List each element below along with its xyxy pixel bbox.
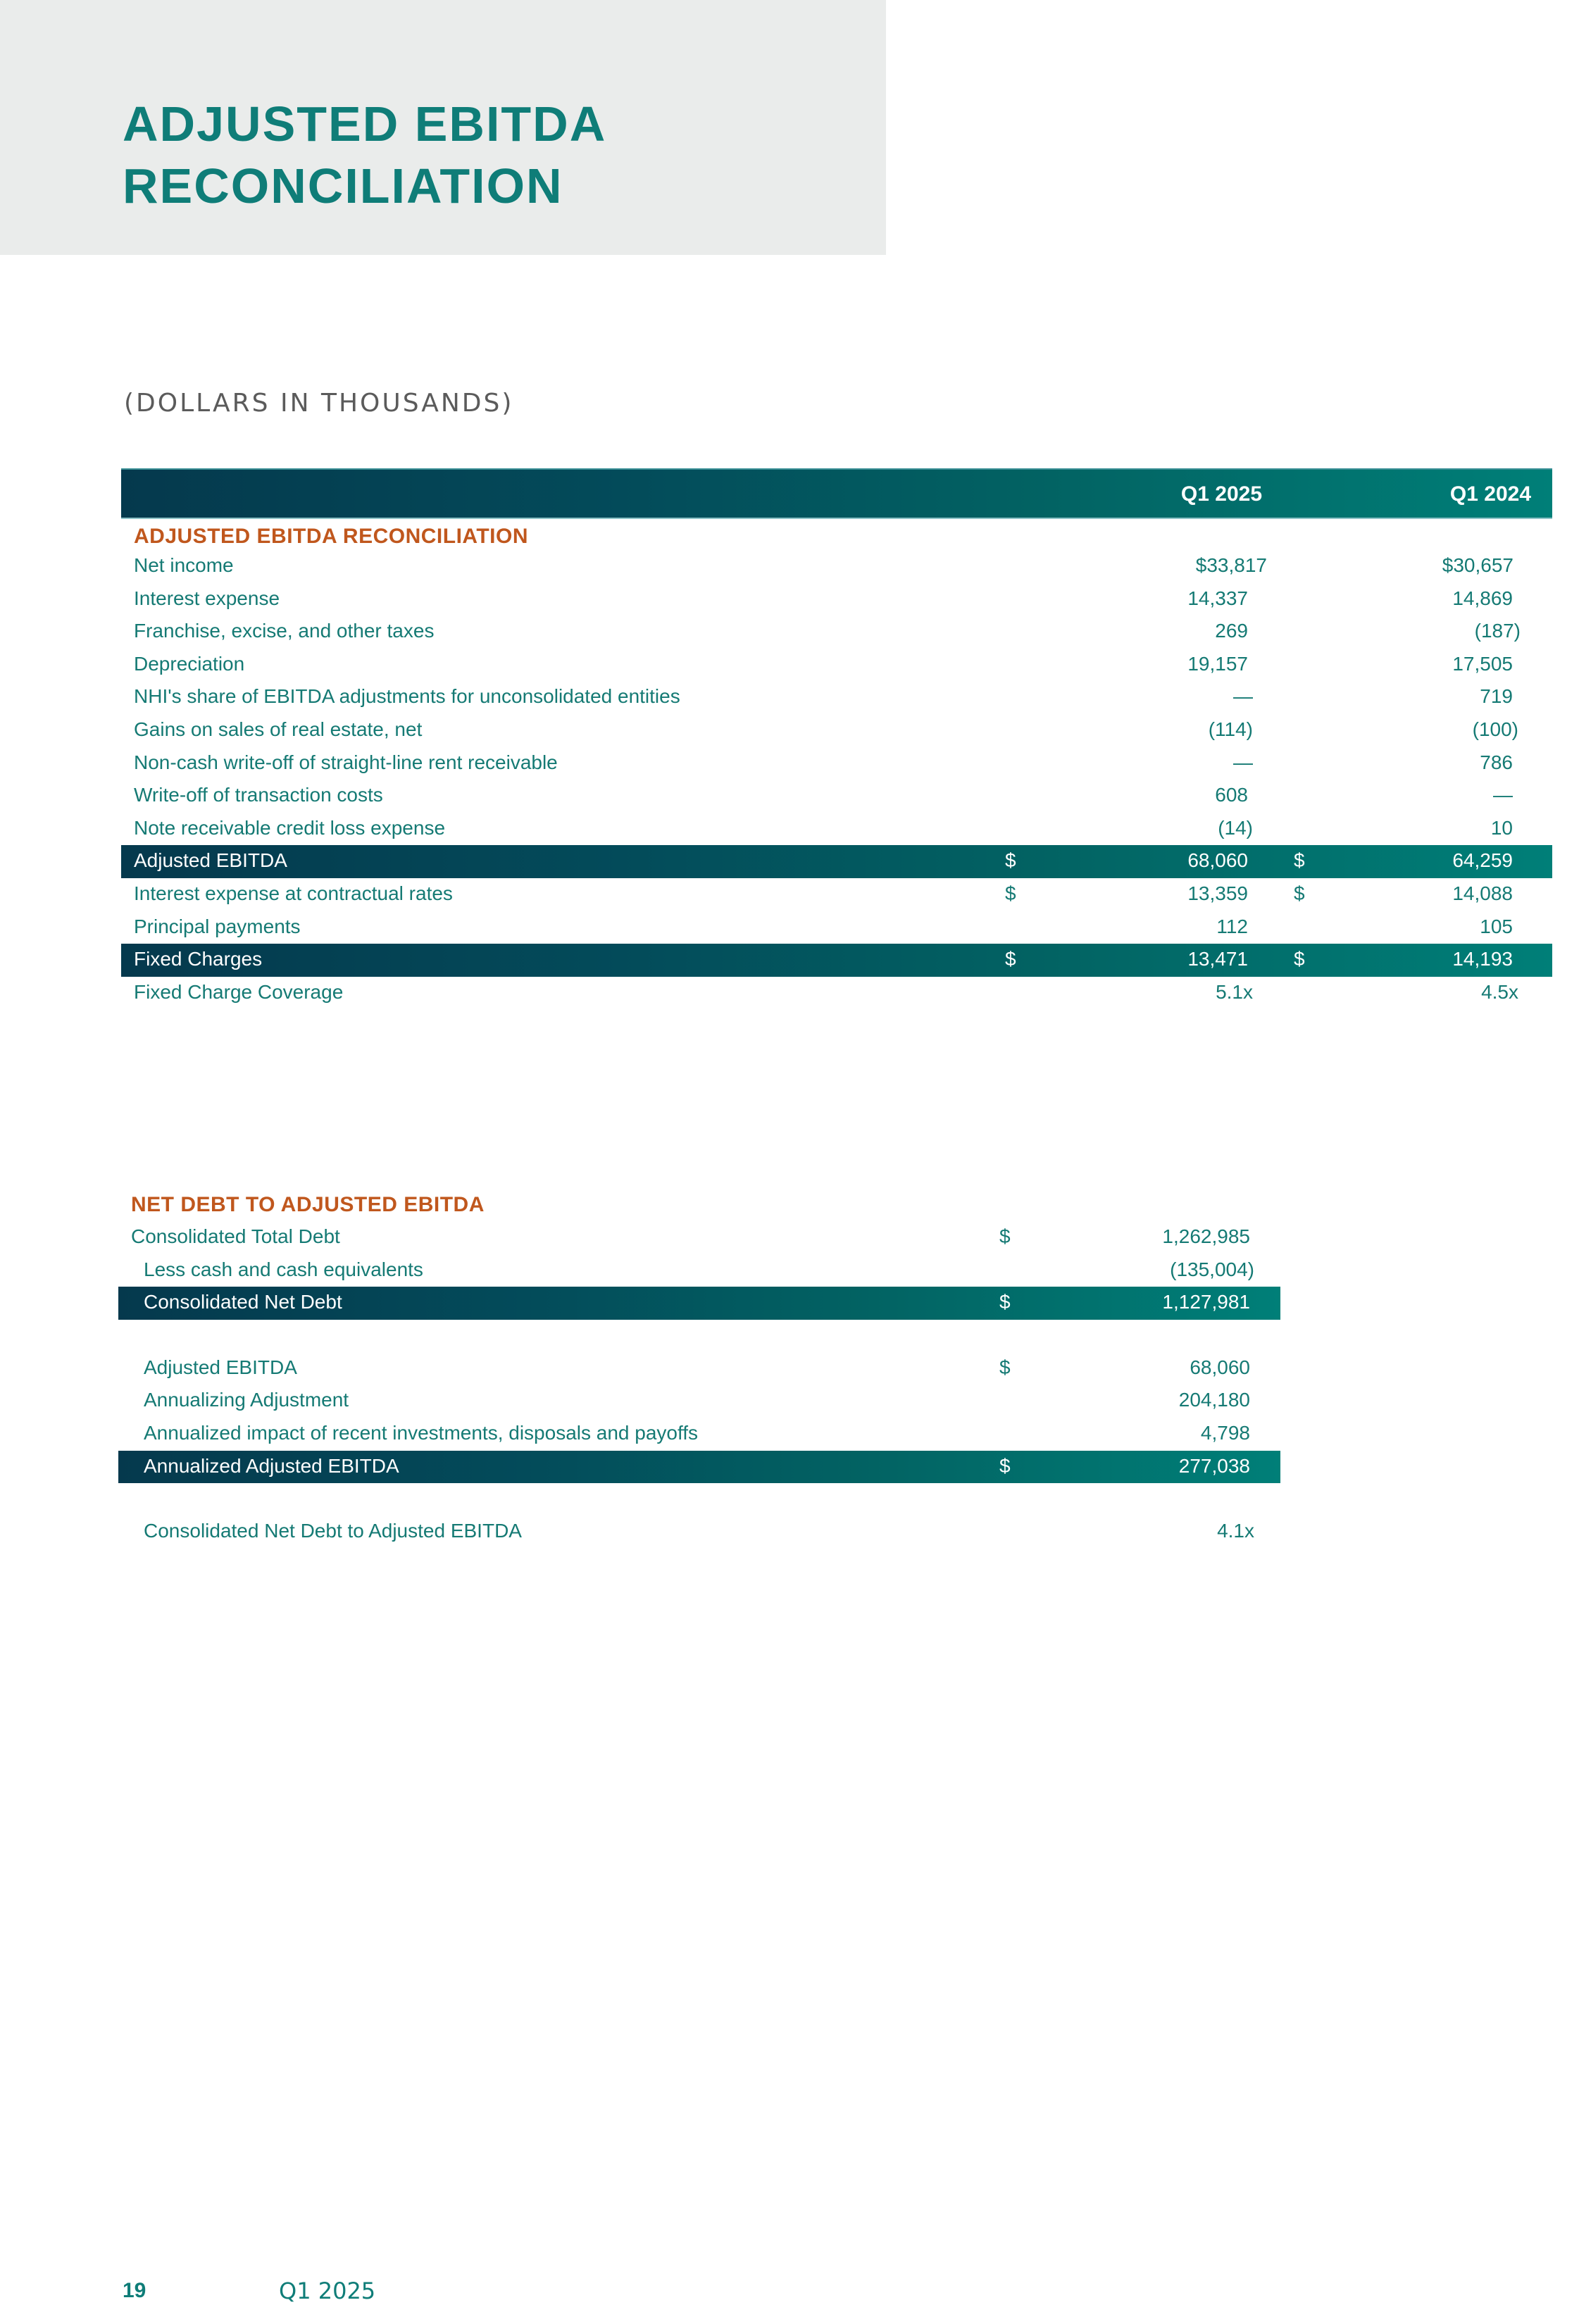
value: 277,038 <box>1178 1454 1250 1477</box>
row-label: Annualized impact of recent investments, disposals and payoffs <box>144 1421 699 1444</box>
table-row <box>121 813 1552 846</box>
row-label: Consolidated Total Debt <box>131 1225 340 1247</box>
value-q1-2025: 13,471 <box>1187 948 1248 970</box>
row-label: Depreciation <box>134 652 245 675</box>
value-q1-2025: 14,337 <box>1187 587 1248 609</box>
value: 68,060 <box>1190 1356 1250 1378</box>
row-label: Annualizing Adjustment <box>144 1389 349 1411</box>
adjusted-ebitda-table <box>121 468 1552 1009</box>
row-label: Note receivable credit loss expense <box>134 816 446 839</box>
title-banner <box>0 0 886 255</box>
value-q1-2024: 14,193 <box>1452 948 1513 970</box>
table-row <box>118 1221 1280 1254</box>
page-title-line-1: ADJUSTED EBITDA <box>123 96 607 151</box>
row-label: Principal payments <box>134 915 301 937</box>
value-q1-2024: — <box>1493 784 1513 806</box>
row-label: Adjusted EBITDA <box>134 849 287 872</box>
column-header-q1-2025: Q1 2025 <box>1180 482 1262 506</box>
value: 4.1x <box>1217 1520 1254 1542</box>
row-label: Net income <box>134 554 234 576</box>
table-row <box>118 1385 1280 1418</box>
row-label: Fixed Charge Coverage <box>134 980 344 1003</box>
table-row <box>121 649 1552 682</box>
units-subtitle: (DOLLARS IN THOUSANDS) <box>124 389 514 418</box>
row-label: Gains on sales of real estate, net <box>134 718 423 740</box>
value-q1-2025: — <box>1233 751 1253 773</box>
value-q1-2025: 5.1x <box>1216 980 1253 1003</box>
currency-symbol: $ <box>1005 882 1016 904</box>
value: 4,798 <box>1200 1421 1250 1444</box>
value-q1-2024: 719 <box>1480 685 1513 708</box>
page-title-line-2: RECONCILIATION <box>123 158 563 213</box>
value-q1-2024: 105 <box>1480 915 1513 937</box>
value: (135,004) <box>1170 1258 1254 1280</box>
table-row <box>121 878 1552 911</box>
fixed-charges-total-row <box>121 944 1552 977</box>
value: 1,262,985 <box>1162 1225 1250 1247</box>
value: 1,127,981 <box>1162 1291 1250 1313</box>
currency-symbol: $ <box>1294 948 1305 970</box>
table-row <box>121 780 1552 813</box>
value-q1-2024: $30,657 <box>1442 554 1514 576</box>
value-q1-2025: 269 <box>1215 620 1248 642</box>
row-label: Fixed Charges <box>134 948 263 970</box>
row-label: Interest expense <box>134 587 280 609</box>
value-q1-2025: 13,359 <box>1187 882 1248 904</box>
value-q1-2025: (14) <box>1218 816 1253 839</box>
value-q1-2024: 17,505 <box>1452 652 1513 675</box>
row-label: Consolidated Net Debt to Adjusted EBITDA <box>144 1520 522 1542</box>
value: 204,180 <box>1178 1389 1250 1411</box>
spacer <box>118 1320 1280 1352</box>
table-row <box>118 1352 1280 1385</box>
column-header-q1-2024: Q1 2024 <box>1449 482 1531 506</box>
table-row <box>121 550 1552 583</box>
currency-symbol: $ <box>999 1454 1011 1477</box>
row-label: Franchise, excise, and other taxes <box>134 620 435 642</box>
value-q1-2025: 19,157 <box>1187 652 1248 675</box>
table-row <box>121 747 1552 780</box>
value-q1-2024: (187) <box>1474 620 1521 642</box>
value-q1-2024: 14,088 <box>1452 882 1513 904</box>
page-title <box>123 93 606 217</box>
currency-symbol: $ <box>1294 882 1305 904</box>
row-label: Consolidated Net Debt <box>144 1291 342 1313</box>
currency-symbol: $ <box>999 1291 1011 1313</box>
row-label: Interest expense at contractual rates <box>134 882 453 904</box>
page-number: 19 <box>123 2279 146 2302</box>
section-heading-row <box>121 519 1552 550</box>
value-q1-2025: 608 <box>1215 784 1248 806</box>
table-row <box>121 616 1552 649</box>
table-row <box>121 681 1552 714</box>
row-label: Non-cash write-off of straight-line rent receivable <box>134 751 558 773</box>
table-row <box>121 977 1552 1010</box>
table-row <box>121 911 1552 944</box>
currency-symbol: $ <box>999 1225 1011 1247</box>
section-heading-row <box>118 1190 1280 1221</box>
value-q1-2025: 112 <box>1216 915 1248 937</box>
spacer <box>118 1483 1280 1516</box>
net-debt-table <box>118 1190 1280 1549</box>
row-label: Less cash and cash equivalents <box>144 1258 423 1280</box>
table-row <box>121 583 1552 616</box>
value-q1-2025: $33,817 <box>1195 554 1267 576</box>
section-title: NET DEBT TO ADJUSTED EBITDA <box>131 1193 485 1216</box>
table-header <box>121 468 1552 519</box>
value-q1-2024: 4.5x <box>1481 980 1518 1003</box>
row-label: NHI's share of EBITDA adjustments for unconsolidated entities <box>134 685 680 708</box>
currency-symbol: $ <box>1005 849 1016 872</box>
table-row <box>121 714 1552 747</box>
adjusted-ebitda-total-row <box>121 845 1552 878</box>
table-row <box>118 1418 1280 1451</box>
value-q1-2024: 786 <box>1480 751 1513 773</box>
annualized-adjusted-ebitda-row <box>118 1451 1280 1484</box>
row-label: Adjusted EBITDA <box>144 1356 297 1378</box>
value-q1-2024: 10 <box>1490 816 1513 839</box>
value-q1-2024: (100) <box>1472 718 1518 740</box>
row-label: Annualized Adjusted EBITDA <box>144 1454 399 1477</box>
value-q1-2025: (114) <box>1208 718 1253 740</box>
value-q1-2025: — <box>1233 685 1253 708</box>
section-title: ADJUSTED EBITDA RECONCILIATION <box>134 525 529 548</box>
table-row <box>118 1254 1280 1287</box>
row-label: Write-off of transaction costs <box>134 784 383 806</box>
currency-symbol: $ <box>1294 849 1305 872</box>
value-q1-2024: 64,259 <box>1452 849 1513 872</box>
value-q1-2025: 68,060 <box>1187 849 1248 872</box>
value-q1-2024: 14,869 <box>1452 587 1513 609</box>
consolidated-net-debt-row <box>118 1287 1280 1320</box>
footer-period: Q1 2025 <box>279 2278 376 2304</box>
currency-symbol: $ <box>999 1356 1011 1378</box>
currency-symbol: $ <box>1005 948 1016 970</box>
net-debt-ratio-row <box>118 1516 1280 1549</box>
